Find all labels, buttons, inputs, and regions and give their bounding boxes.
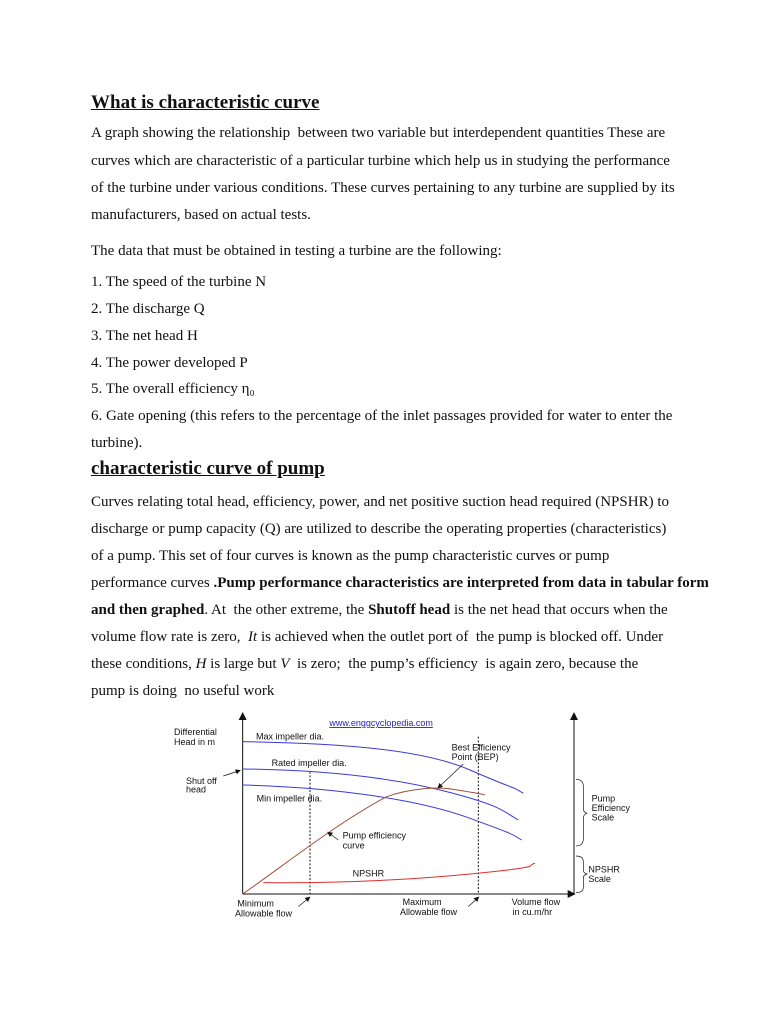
para1-line: manufacturers, based on actual tests. [91, 207, 311, 223]
italic-text: V [280, 656, 290, 672]
para3-line: pump is doing no useful work [91, 683, 275, 699]
text: these conditions, [91, 656, 196, 672]
text: is achieved when the outlet port of the pump is blocked off. Under [257, 629, 664, 645]
shut-off-label: head [186, 784, 207, 795]
x-axis-label: in cu.m/hr [512, 907, 553, 917]
para1-line: of the turbine under various conditions. These curves pertaining to any turbine are supplied by its [91, 180, 675, 196]
min-flow-label: Minimum [237, 898, 274, 909]
max-flow-label: Allowable flow [400, 907, 458, 917]
list-item: 2. The discharge Q [91, 301, 205, 317]
y-axis-label: Head in m [174, 737, 216, 747]
para2: The data that must be obtained in testing a turbine are the following: [91, 243, 502, 259]
italic-text: It [248, 629, 258, 645]
npshr-label: NPSHR [352, 868, 385, 879]
bold-text: and then graphed [91, 602, 205, 618]
npshr-scale-label: Scale [588, 874, 611, 884]
italic-text: H [195, 656, 207, 672]
text: is large but [206, 656, 281, 672]
list-item: 4. The power developed P [91, 355, 248, 371]
max-flow-label: Maximum [402, 897, 442, 907]
bold-text: .Pump performance characteristics are interpreted from data in tabular form [213, 575, 709, 591]
list-item: turbine). [91, 435, 143, 451]
efficiency-arrow [329, 833, 338, 840]
npshr-scale-brace [576, 856, 587, 893]
para1-line: curves which are characteristic of a particular turbine which help us in studying the performance [91, 153, 670, 169]
bep-arrow [439, 764, 463, 787]
npshr-curve [263, 863, 535, 882]
efficiency-curve-label: curve [342, 840, 365, 851]
y-axis-label: Differential [174, 727, 217, 737]
npshr-scale-label: NPSHR [588, 864, 620, 875]
efficiency-scale-label: Scale [591, 812, 615, 823]
para3-line [91, 574, 709, 592]
min-impeller-label: Min impeller dia. [256, 793, 323, 804]
shut-off-label: Shut off [186, 776, 217, 786]
pump-characteristic-diagram [170, 690, 650, 930]
max-impeller-label: Max impeller dia. [256, 731, 325, 742]
para3-line: discharge or pump capacity (Q) are utilized to describe the operating properties (characteristics) [91, 521, 667, 537]
source-url: www.enggcyclopedia.com [329, 718, 433, 728]
text: is zero; the pump’s efficiency is again zero, because the [289, 656, 639, 672]
text: is the net head that occurs when the [450, 602, 668, 618]
efficiency-scale-brace [576, 779, 587, 846]
bep-label: Point (BEP) [451, 752, 499, 762]
efficiency-scale-label: Efficiency [591, 803, 631, 813]
list-item: 5. The overall efficiency η₀ [91, 381, 255, 397]
bep-label: Best Efficiency [451, 742, 511, 753]
para3-line: Curves relating total head, efficiency, power, and net positive suction head required (NPSHR) to [91, 494, 669, 510]
list-item: 3. The net head H [91, 328, 198, 344]
rated-impeller-label: Rated impeller dia. [271, 758, 347, 768]
para3-line [91, 628, 663, 646]
min-flow-label: Allowable flow [235, 908, 293, 919]
text: . At the other extreme, the [204, 602, 369, 618]
text: volume flow rate is zero, [91, 629, 249, 645]
max-flow-arrow [468, 898, 477, 906]
para3-line [91, 655, 638, 673]
min-flow-arrow [298, 898, 308, 906]
shut-off-arrow [223, 771, 238, 776]
para3-line [91, 601, 668, 619]
heading-characteristic-curve: What is characteristic curve [91, 92, 320, 113]
efficiency-scale-label: Pump [591, 793, 616, 804]
list-item: 1. The speed of the turbine N [91, 274, 267, 290]
heading-pump-curve: characteristic curve of pump [91, 458, 325, 479]
efficiency-curve-label: Pump efficiency [342, 830, 407, 841]
x-axis-label: Volume flow [511, 897, 561, 907]
text: performance curves [91, 575, 214, 591]
para1-line: A graph showing the relationship between two variable but interdependent quantities These are [91, 125, 666, 141]
para3-line: of a pump. This set of four curves is known as the pump characteristic curves or pump [91, 548, 610, 564]
list-item: 6. Gate opening (this refers to the percentage of the inlet passages provided for water to enter the [91, 408, 673, 424]
bold-text: Shutoff head [368, 602, 451, 618]
